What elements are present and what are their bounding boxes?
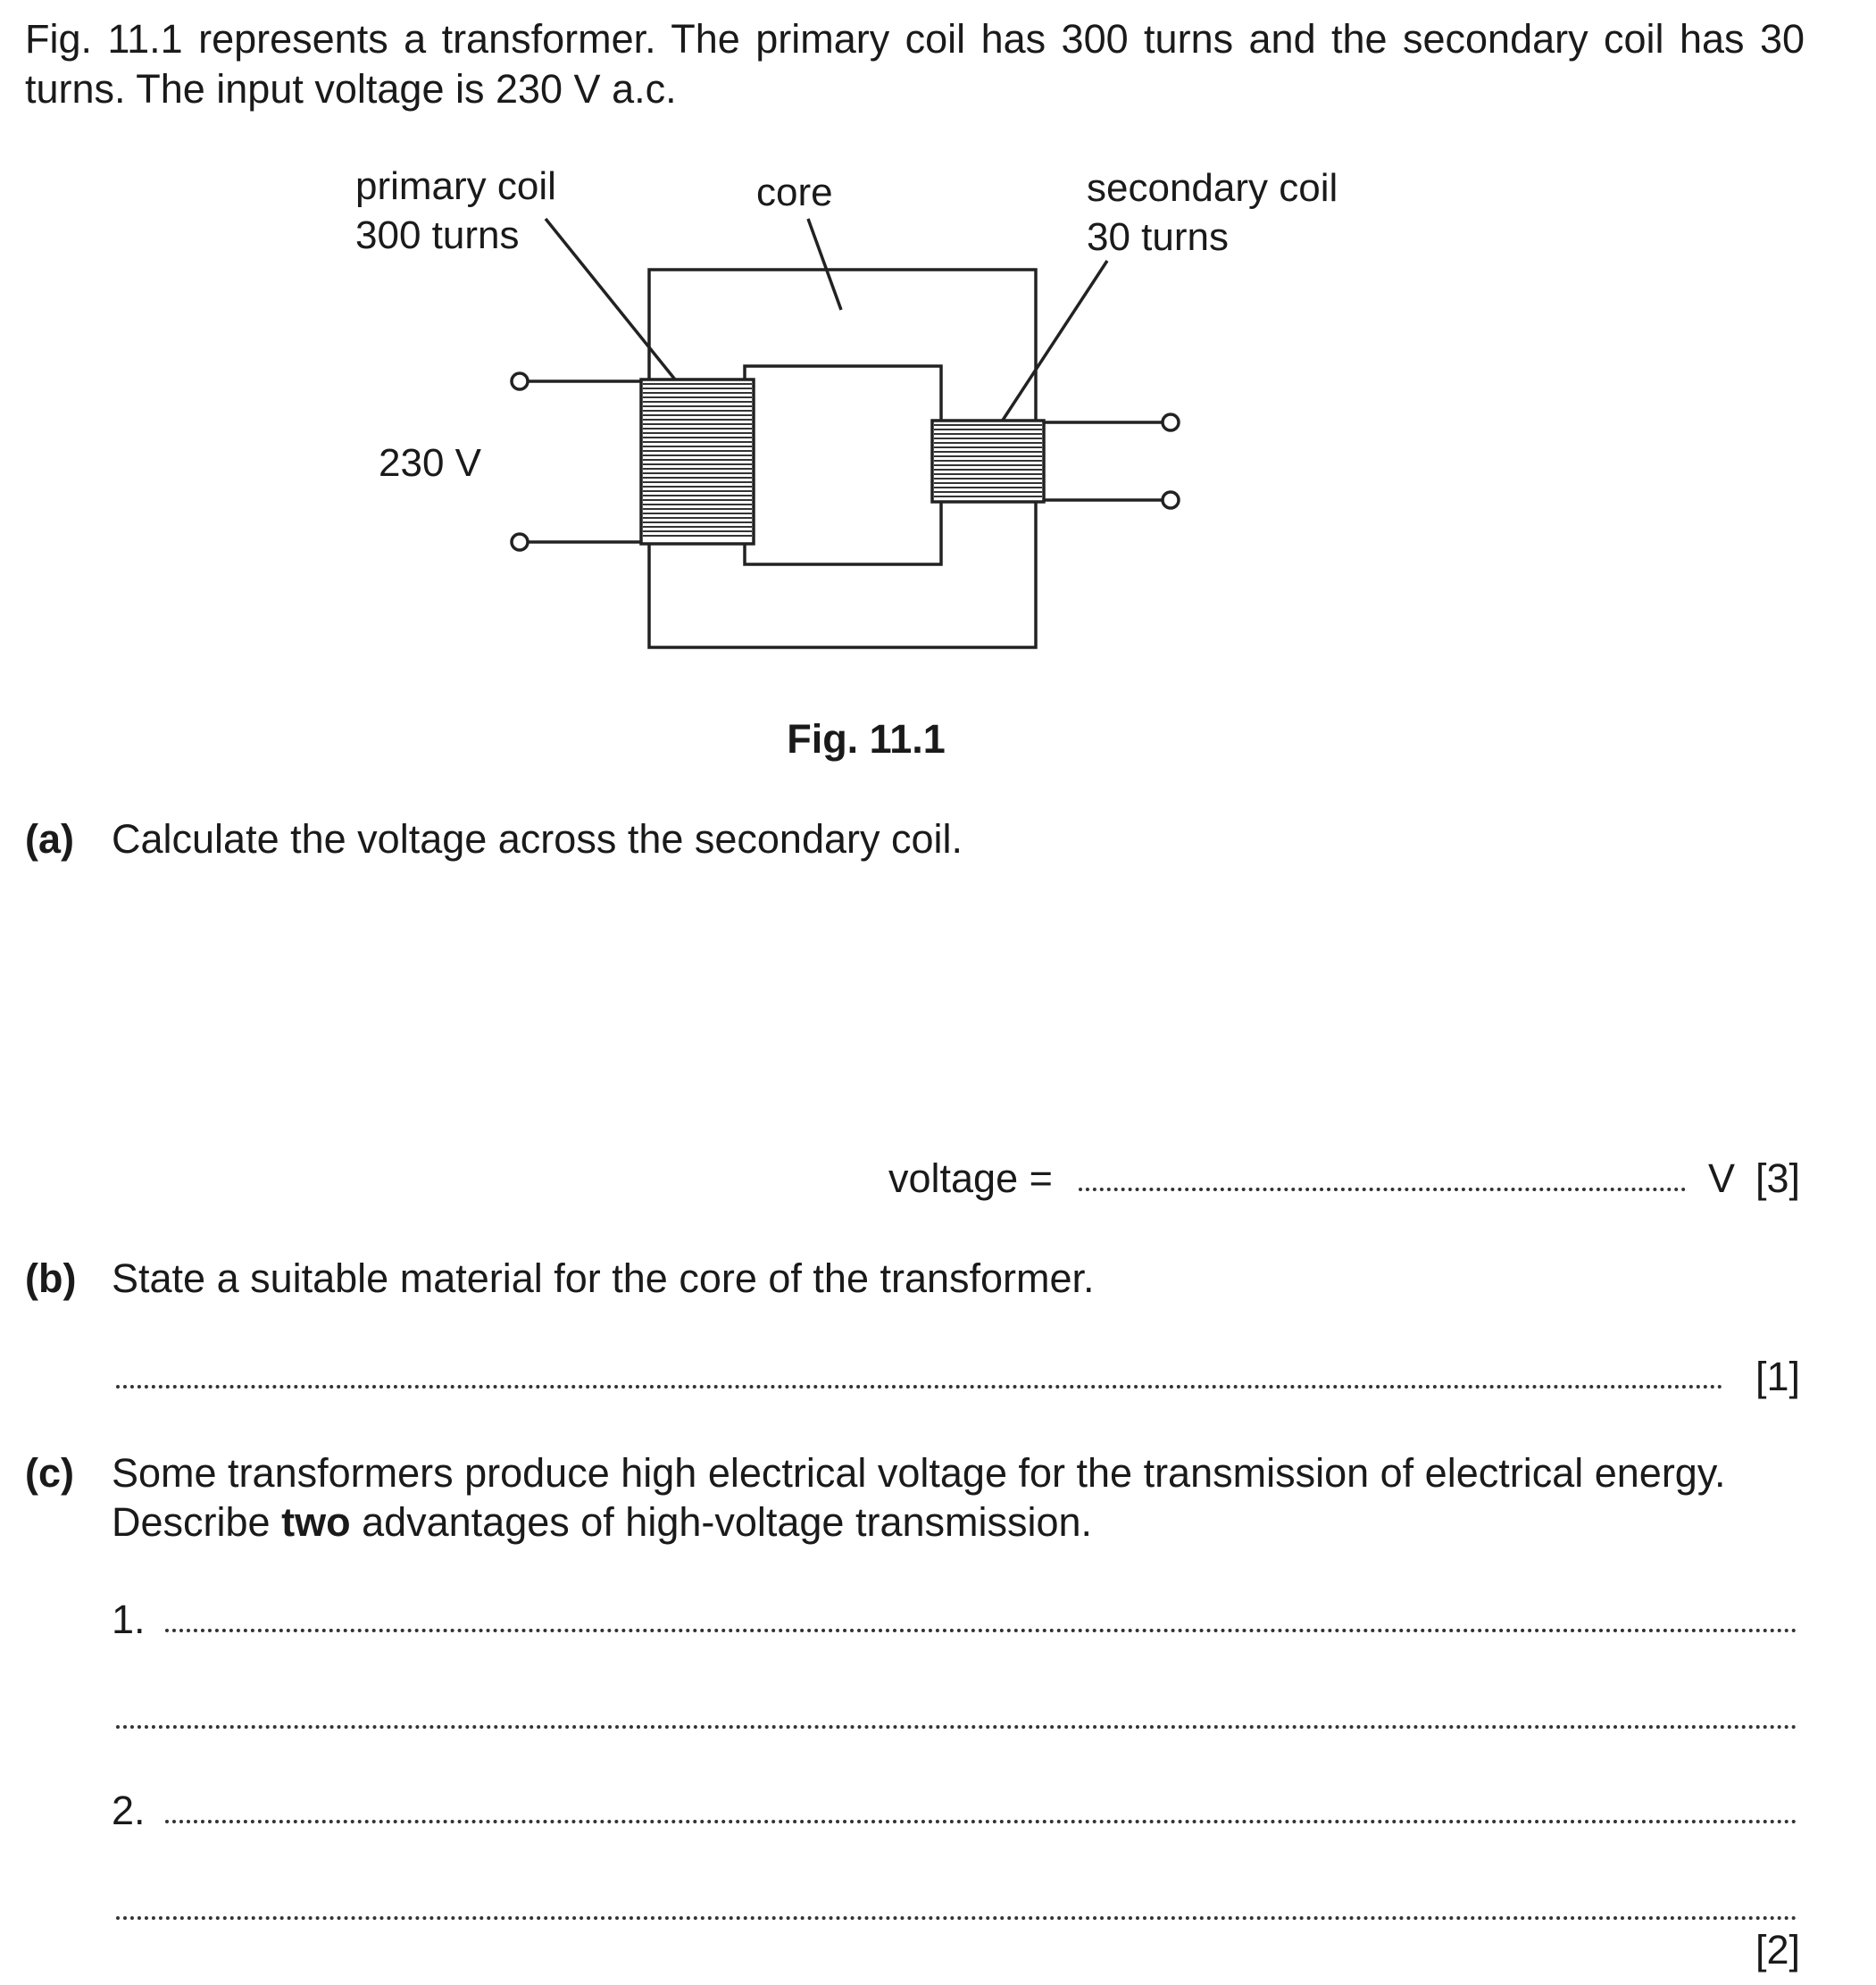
part-c-label: (c): [25, 1450, 74, 1496]
part-a-label: (a): [25, 816, 74, 862]
part-c-item-1-number: 1.: [112, 1597, 146, 1642]
part-c-item-2-number: 2.: [112, 1788, 146, 1833]
primary-coil-winding: [641, 379, 754, 544]
secondary-terminal-bottom: [1163, 492, 1179, 508]
core-window: [745, 366, 941, 564]
secondary-coil-leader: [1002, 261, 1107, 421]
part-a-unit: V: [1708, 1155, 1736, 1201]
part-c-marks: [2]: [1755, 1927, 1801, 1972]
part-b-marks: [1]: [1755, 1354, 1801, 1399]
secondary-coil-label-2: 30 turns: [1087, 215, 1229, 259]
primary-terminal-top: [512, 373, 528, 389]
part-c-item-1-line-2[interactable]: [116, 1725, 1797, 1729]
part-c-emphasis: two: [281, 1499, 351, 1545]
part-a-answer-line[interactable]: [1079, 1188, 1686, 1191]
core-label: core: [756, 171, 833, 214]
secondary-coil-label-1: secondary coil: [1087, 166, 1338, 210]
figure-caption: Fig. 11.1: [787, 716, 946, 762]
part-b-label: (b): [25, 1255, 77, 1301]
part-c-question-line1: Some transformers produce high electrical voltage for the transmission of electrical energy.: [112, 1450, 1726, 1496]
part-c-question-line2: Describe two advantages of high-voltage transmission.: [112, 1499, 1093, 1545]
part-b-question: State a suitable material for the core of the transformer.: [112, 1255, 1095, 1301]
secondary-terminal-top: [1163, 414, 1179, 430]
core-leader: [808, 219, 841, 310]
part-c-item-1-line-1[interactable]: [165, 1629, 1797, 1632]
part-b-answer-line[interactable]: [116, 1385, 1723, 1389]
part-a-marks: [3]: [1755, 1155, 1801, 1201]
primary-coil-label-1: primary coil: [355, 164, 556, 208]
part-c-item-2-line-2[interactable]: [116, 1916, 1797, 1920]
primary-terminal-bottom: [512, 534, 528, 550]
primary-coil-label-2: 300 turns: [355, 213, 520, 257]
intro-text: Fig. 11.1 represents a transformer. The primary coil has 300 turns and the secondary coil has 30 turns. The input voltage is 230 V a.c.: [25, 16, 1805, 112]
input-voltage-label: 230 V: [379, 441, 481, 485]
part-a-question: Calculate the voltage across the secondary coil.: [112, 816, 963, 862]
part-a-answer-prefix: voltage =: [888, 1155, 1053, 1201]
part-c-item-2-line-1[interactable]: [165, 1820, 1797, 1823]
secondary-coil-winding: [932, 421, 1044, 502]
primary-coil-leader: [546, 219, 675, 379]
